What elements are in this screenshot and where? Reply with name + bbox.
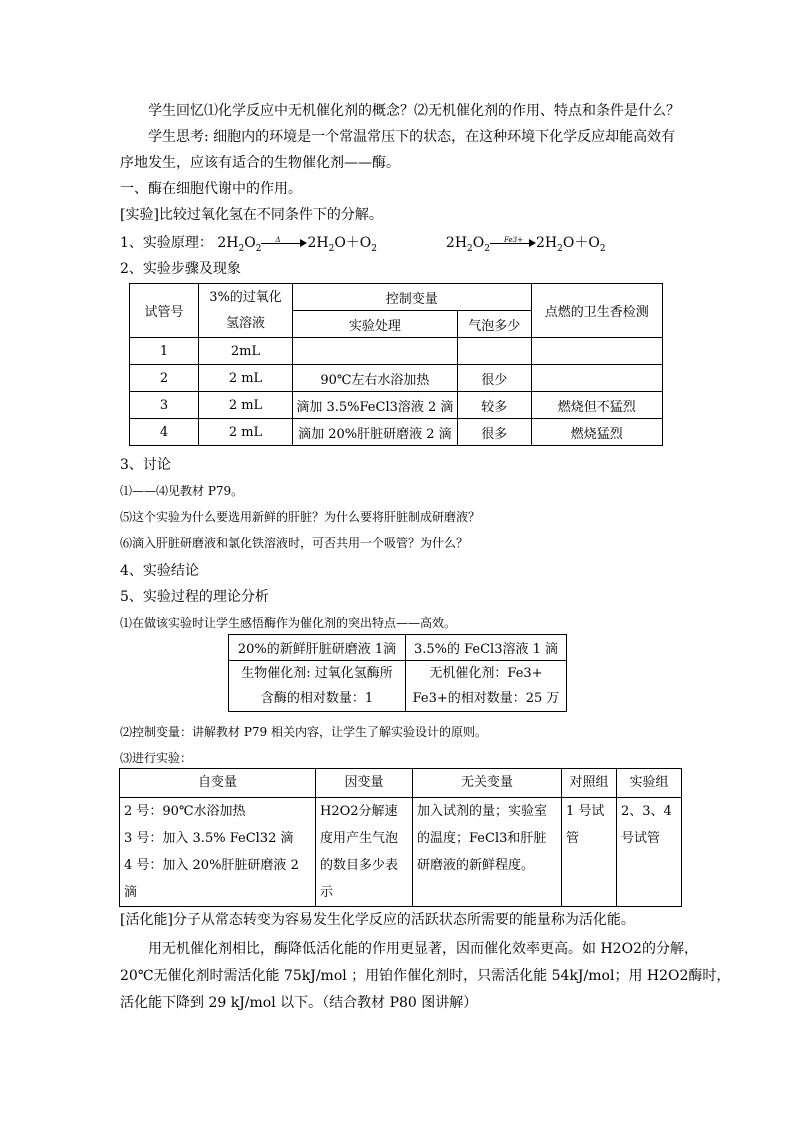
discussion-q6: ⑹滴入肝脏研磨液和氯化铁溶液时，可否共用一个吸管？为什么？	[120, 536, 469, 550]
catalyst-compare-table	[228, 634, 567, 712]
control-group-cell: 1 号试管	[562, 798, 617, 907]
table-row: 4 2 mL 滴加 20%肝脏研磨液 2 滴 很多 燃烧猛烈	[130, 419, 663, 446]
experimental-group-cell: 2、3、4 号试管	[617, 798, 682, 907]
dependent-cell: H2O2分解速度用产生气泡的数目多少表示	[316, 798, 413, 907]
analysis-p3: ⑶进行实验：	[120, 751, 193, 765]
header-detect: 点燃的卫生香检测	[531, 284, 662, 338]
activation-definition: [活化能]分子从常态转变为容易发生化学反应的活跃状态所需要的能量称为活化能。	[120, 912, 635, 928]
analysis-title: 5、实验过程的理论分析	[120, 589, 269, 605]
discussion-title: 3、讨论	[120, 457, 171, 473]
activation-p1: 用无机催化剂相比，酶降低活化能的作用更显著，因而催化效率更高。如 H2O2的分解，	[148, 941, 698, 957]
compare-fecl3-cell: 无机催化剂：Fe3+ Fe3+的相对数量：25 万	[406, 661, 567, 712]
irrelevant-cell: 加入试剂的量；实验室的温度；FeCl3和肝脏研磨液的新鲜程度。	[413, 798, 562, 907]
header-irrelevant: 无关变量	[413, 769, 562, 798]
think-line-2: 序地发生，应该有适合的生物催化剂——酶。	[120, 155, 400, 171]
header-dependent: 因变量	[316, 769, 413, 798]
think-line-1: 学生思考: 细胞内的环境是一个常温常压下的状态，在这种环境下化学反应却能高效有	[148, 129, 676, 145]
analysis-p2: ⑵控制变量：讲解教材 P79 相关内容，让学生了解实验设计的原则。	[120, 725, 487, 739]
principle-line	[120, 233, 606, 253]
arrow-icon: Fe3+	[490, 238, 536, 248]
header-h2o2: 3%的过氧化 氢溶液	[199, 284, 293, 338]
header-bubbles: 气泡多少	[457, 311, 531, 338]
header-independent: 自变量	[120, 769, 316, 798]
experiment-title: [实验]比较过氧化氢在不同条件下的分解。	[120, 207, 383, 223]
header-tube: 试管号	[130, 284, 199, 338]
discussion-q1: ⑴——⑷见教材 P79。	[120, 484, 244, 498]
activation-p2: 20℃无催化剂时需活化能 75kJ/mol ；用铂作催化剂时，只需活化能 54kJ/mol；用 H2O2酶时，	[120, 968, 731, 984]
conclusion-title: 4、实验结论	[120, 563, 199, 579]
steps-label: 2、实验步骤及现象	[120, 261, 241, 277]
arrow-icon: Δ	[261, 238, 307, 248]
principle-label: 1、实验原理：	[120, 235, 213, 251]
compare-enzyme-cell: 生物催化剂: 过氧化氢酶所 含酶的相对数量：1	[229, 661, 406, 712]
table-row: 2 2 mL 90℃左右水浴加热 很少	[130, 365, 663, 392]
header-experimental-group: 实验组	[617, 769, 682, 798]
analysis-p1: ⑴在做该实验时让学生感悟酶作为催化剂的突出特点——高效。	[120, 616, 457, 630]
header-treatment: 实验处理	[292, 311, 457, 338]
independent-cell: 2 号：90℃水浴加热 3 号：加入 3.5% FeCl32 滴 4 号：加入 20%肝脏研磨液 2 滴	[120, 798, 316, 907]
table-row: 3 2 mL 滴加 3.5%FeCl3溶液 2 滴 较多 燃烧但不猛烈	[130, 392, 663, 419]
equation-2: $2H_2O_2$ Fe3+ $2H_2O+O_2$	[445, 235, 606, 254]
section-title: 一、酶在细胞代谢中的作用。	[120, 181, 302, 197]
equation-1: $2H_2O_2$ Δ $2H_2O+O_2$	[217, 235, 378, 254]
header-control-group: 对照组	[562, 769, 617, 798]
compare-head-enzyme: 20%的新鲜肝脏研磨液 1滴	[229, 635, 406, 661]
table-row: 1 2mL	[130, 338, 663, 365]
compare-head-fecl3: 3.5%的 FeCl3溶液 1 滴	[406, 635, 567, 661]
variables-table	[119, 768, 682, 907]
discussion-q5: ⑸这个实验为什么要选用新鲜的肝脏？为什么要将肝脏制成研磨液？	[120, 510, 481, 524]
experiment-table	[129, 283, 663, 446]
recall-question: 学生回忆⑴化学反应中无机催化剂的概念？⑵无机催化剂的作用、特点和条件是什么？	[148, 103, 680, 119]
activation-p3: 活化能下降到 29 kJ/mol 以下。（结合教材 P80 图讲解）	[120, 995, 478, 1011]
header-control-variable: 控制变量	[292, 284, 531, 311]
